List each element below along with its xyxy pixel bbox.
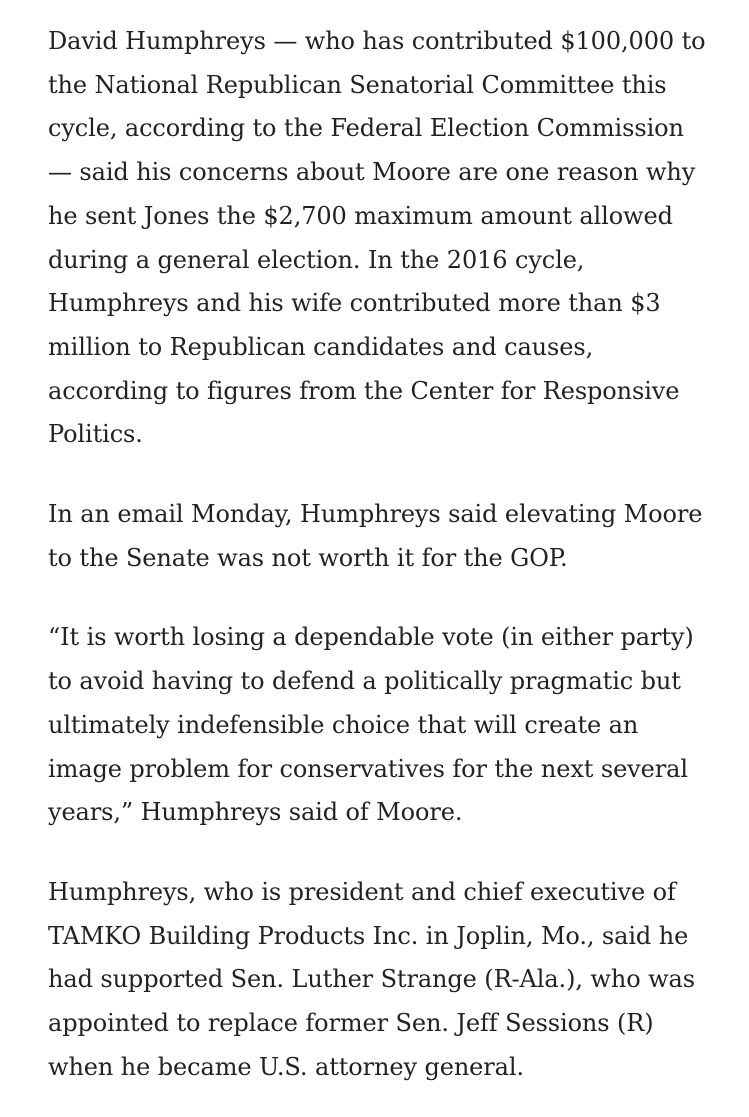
article-paragraph-2: In an email Monday, Humphreys said elevating Moore to the Senate was not worth it for the GOP. bbox=[48, 500, 703, 572]
article-body bbox=[48, 20, 708, 1089]
article-paragraph-1: David Humphreys — who has contributed $100,000 to the National Republican Senatorial Committee this cycle, according to the Federal Election Commission — said his concerns about Moore are one reason why he sent Jones the $2,700 maximum amount allowed during a general election. In the 2016 cycle, Humphreys and his wife contributed more than $3 million to Republican candidates and causes, according to figures from the Center for Responsive Politics. bbox=[48, 27, 706, 449]
article-paragraph-4: Humphreys, who is president and chief executive of TAMKO Building Products Inc. in Joplin, Mo., said he had supported Sen. Luther Strange (R-Ala.), who was appointed to replace former Sen. Jeff Sessions (R) when he became U.S. attorney general. bbox=[48, 877, 695, 1081]
article-paragraph-3: “It is worth losing a dependable vote (in either party) to avoid having to defend a politically pragmatic but ultimately indefensible choice that will create an image problem for conservatives for the next several years,” Humphreys said of Moore. bbox=[48, 623, 694, 827]
